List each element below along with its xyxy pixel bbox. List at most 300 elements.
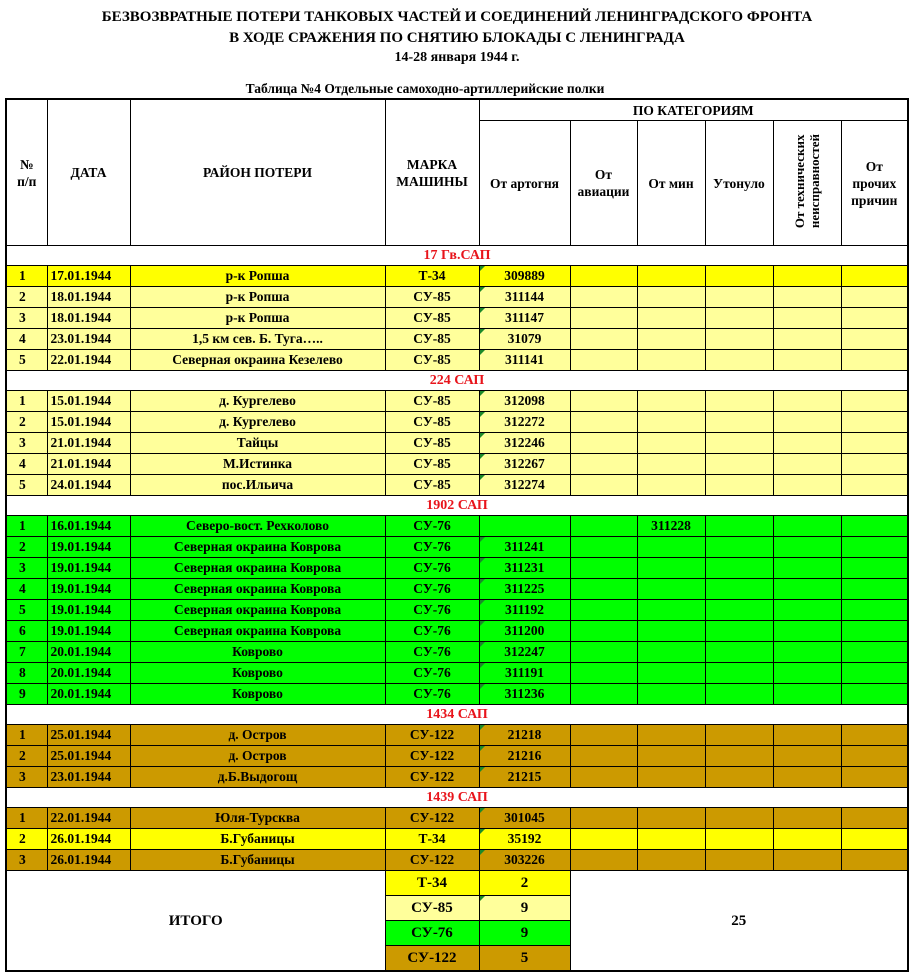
row-drowned — [705, 329, 773, 350]
row-date: 21.01.1944 — [47, 454, 130, 475]
row-other — [841, 558, 908, 579]
row-area: Северо-вост. Рехколово — [130, 516, 385, 537]
row-aviation — [570, 767, 637, 788]
row-other — [841, 642, 908, 663]
summary-model: СУ-76 — [385, 921, 479, 946]
row-aviation — [570, 600, 637, 621]
row-date: 20.01.1944 — [47, 642, 130, 663]
row-model: СУ-85 — [385, 308, 479, 329]
row-area: р-к Ропша — [130, 266, 385, 287]
summary-model: СУ-122 — [385, 946, 479, 972]
header-number: № п/п — [6, 99, 47, 246]
row-technical — [773, 454, 841, 475]
row-technical — [773, 516, 841, 537]
row-model: СУ-122 — [385, 850, 479, 871]
row-date: 19.01.1944 — [47, 600, 130, 621]
row-other — [841, 329, 908, 350]
row-artillery: 31079 — [479, 329, 570, 350]
row-mines — [637, 391, 705, 412]
row-technical — [773, 621, 841, 642]
row-area: Северная окраина Коврова — [130, 537, 385, 558]
header-drowned: Утонуло — [705, 121, 773, 246]
row-technical — [773, 663, 841, 684]
row-number: 3 — [6, 558, 47, 579]
row-mines — [637, 725, 705, 746]
row-area: Северная окраина Коврова — [130, 621, 385, 642]
row-date: 15.01.1944 — [47, 412, 130, 433]
row-aviation — [570, 642, 637, 663]
row-other — [841, 725, 908, 746]
table-row — [6, 621, 908, 642]
table-row — [6, 746, 908, 767]
row-other — [841, 829, 908, 850]
table-body — [6, 246, 908, 972]
row-aviation — [570, 829, 637, 850]
row-date: 19.01.1944 — [47, 537, 130, 558]
row-artillery: 21216 — [479, 746, 570, 767]
row-date: 23.01.1944 — [47, 767, 130, 788]
row-technical — [773, 642, 841, 663]
row-model: СУ-85 — [385, 412, 479, 433]
table-row — [6, 579, 908, 600]
row-aviation — [570, 808, 637, 829]
table-row — [6, 454, 908, 475]
row-model: СУ-85 — [385, 475, 479, 496]
row-model: СУ-76 — [385, 684, 479, 705]
row-number: 2 — [6, 412, 47, 433]
row-mines: 311228 — [637, 516, 705, 537]
row-mines — [637, 287, 705, 308]
row-area: Северная окраина Коврова — [130, 579, 385, 600]
row-artillery: 311192 — [479, 600, 570, 621]
row-number: 4 — [6, 579, 47, 600]
row-date: 26.01.1944 — [47, 850, 130, 871]
row-aviation — [570, 746, 637, 767]
row-artillery: 311144 — [479, 287, 570, 308]
summary-total: 25 — [570, 871, 908, 972]
row-technical — [773, 266, 841, 287]
table-row — [6, 767, 908, 788]
row-date: 19.01.1944 — [47, 558, 130, 579]
row-model: СУ-122 — [385, 746, 479, 767]
row-aviation — [570, 308, 637, 329]
row-area: Коврово — [130, 684, 385, 705]
row-aviation — [570, 725, 637, 746]
row-technical — [773, 725, 841, 746]
table-caption: Таблица №4 Отдельные самоходно-артиллерийские полки — [245, 81, 605, 96]
row-model: СУ-76 — [385, 621, 479, 642]
summary-model: СУ-85 — [385, 896, 479, 921]
row-drowned — [705, 266, 773, 287]
row-model: СУ-76 — [385, 600, 479, 621]
row-mines — [637, 475, 705, 496]
row-artillery: 311147 — [479, 308, 570, 329]
unit-name: 224 САП — [6, 371, 908, 391]
document-date-range: 14-28 января 1944 г. — [394, 50, 520, 65]
row-mines — [637, 266, 705, 287]
row-other — [841, 308, 908, 329]
row-technical — [773, 391, 841, 412]
row-artillery: 303226 — [479, 850, 570, 871]
row-drowned — [705, 537, 773, 558]
row-date: 25.01.1944 — [47, 725, 130, 746]
row-aviation — [570, 684, 637, 705]
row-mines — [637, 329, 705, 350]
row-model: СУ-85 — [385, 391, 479, 412]
row-technical — [773, 558, 841, 579]
row-technical — [773, 329, 841, 350]
row-mines — [637, 767, 705, 788]
row-other — [841, 454, 908, 475]
row-artillery: 312098 — [479, 391, 570, 412]
row-model: СУ-122 — [385, 725, 479, 746]
row-other — [841, 433, 908, 454]
table-row — [6, 725, 908, 746]
row-area: д. Остров — [130, 746, 385, 767]
row-model: СУ-85 — [385, 433, 479, 454]
row-aviation — [570, 516, 637, 537]
row-technical — [773, 412, 841, 433]
row-mines — [637, 663, 705, 684]
row-mines — [637, 579, 705, 600]
document-title: БЕЗВОЗВРАТНЫЕ ПОТЕРИ ТАНКОВЫХ ЧАСТЕЙ И СОЕДИНЕНИЙ ЛЕНИНГРАДСКОГО ФРОНТА — [101, 9, 813, 25]
header-technical: От технических неисправностей — [773, 121, 841, 246]
row-drowned — [705, 558, 773, 579]
row-date: 17.01.1944 — [47, 266, 130, 287]
row-artillery: 21215 — [479, 767, 570, 788]
row-aviation — [570, 579, 637, 600]
table-row — [6, 412, 908, 433]
row-other — [841, 767, 908, 788]
row-artillery: 309889 — [479, 266, 570, 287]
table-row — [6, 684, 908, 705]
row-other — [841, 621, 908, 642]
row-number: 7 — [6, 642, 47, 663]
row-date: 18.01.1944 — [47, 308, 130, 329]
row-date: 19.01.1944 — [47, 621, 130, 642]
row-drowned — [705, 516, 773, 537]
losses-table — [5, 98, 909, 972]
row-technical — [773, 808, 841, 829]
table-row — [6, 558, 908, 579]
row-drowned — [705, 725, 773, 746]
row-date: 16.01.1944 — [47, 516, 130, 537]
table-row — [6, 475, 908, 496]
row-area: д. Кургелево — [130, 391, 385, 412]
row-drowned — [705, 642, 773, 663]
header-date: ДАТА — [47, 99, 130, 246]
row-area: М.Истинка — [130, 454, 385, 475]
row-technical — [773, 850, 841, 871]
row-model: СУ-76 — [385, 537, 479, 558]
row-number: 3 — [6, 850, 47, 871]
summary-count: 2 — [479, 871, 570, 896]
row-mines — [637, 454, 705, 475]
row-number: 3 — [6, 308, 47, 329]
row-artillery: 311225 — [479, 579, 570, 600]
row-other — [841, 391, 908, 412]
row-area: пос.Ильича — [130, 475, 385, 496]
row-date: 21.01.1944 — [47, 433, 130, 454]
row-technical — [773, 287, 841, 308]
header-aviation: От авиации — [570, 121, 637, 246]
row-artillery — [479, 516, 570, 537]
unit-header-row — [6, 371, 908, 391]
row-aviation — [570, 350, 637, 371]
row-other — [841, 537, 908, 558]
row-number: 2 — [6, 829, 47, 850]
row-drowned — [705, 767, 773, 788]
row-number: 1 — [6, 266, 47, 287]
row-artillery: 312246 — [479, 433, 570, 454]
row-area: д.Б.Выдогощ — [130, 767, 385, 788]
row-model: СУ-122 — [385, 767, 479, 788]
document-subtitle: В ХОДЕ СРАЖЕНИЯ ПО СНЯТИЮ БЛОКАДЫ С ЛЕНИНГРАДА — [229, 30, 685, 46]
row-drowned — [705, 412, 773, 433]
row-mines — [637, 642, 705, 663]
row-artillery: 311191 — [479, 663, 570, 684]
summary-count: 5 — [479, 946, 570, 972]
row-other — [841, 579, 908, 600]
table-row — [6, 329, 908, 350]
row-drowned — [705, 663, 773, 684]
row-area: Юля-Турсква — [130, 808, 385, 829]
row-other — [841, 287, 908, 308]
row-number: 3 — [6, 767, 47, 788]
row-drowned — [705, 621, 773, 642]
row-drowned — [705, 850, 773, 871]
row-number: 2 — [6, 537, 47, 558]
unit-name: 1439 САП — [6, 788, 908, 808]
row-drowned — [705, 308, 773, 329]
row-area: д. Остров — [130, 725, 385, 746]
row-other — [841, 516, 908, 537]
row-area: Коврово — [130, 642, 385, 663]
header-area: РАЙОН ПОТЕРИ — [130, 99, 385, 246]
row-mines — [637, 558, 705, 579]
row-artillery: 312247 — [479, 642, 570, 663]
row-date: 19.01.1944 — [47, 579, 130, 600]
row-aviation — [570, 663, 637, 684]
row-mines — [637, 350, 705, 371]
row-aviation — [570, 621, 637, 642]
header-categories: ПО КАТЕГОРИЯМ — [479, 99, 908, 121]
row-area: р-к Ропша — [130, 308, 385, 329]
table-row — [6, 266, 908, 287]
table-row — [6, 516, 908, 537]
row-aviation — [570, 391, 637, 412]
row-number: 1 — [6, 808, 47, 829]
row-other — [841, 663, 908, 684]
row-aviation — [570, 454, 637, 475]
row-number: 5 — [6, 475, 47, 496]
table-row — [6, 287, 908, 308]
row-date: 26.01.1944 — [47, 829, 130, 850]
row-date: 22.01.1944 — [47, 350, 130, 371]
row-aviation — [570, 850, 637, 871]
row-artillery: 311200 — [479, 621, 570, 642]
unit-name: 1902 САП — [6, 496, 908, 516]
header-model: МАРКА МАШИНЫ — [385, 99, 479, 246]
row-mines — [637, 600, 705, 621]
row-number: 5 — [6, 350, 47, 371]
row-date: 24.01.1944 — [47, 475, 130, 496]
row-other — [841, 412, 908, 433]
row-aviation — [570, 558, 637, 579]
row-technical — [773, 579, 841, 600]
header-mines: От мин — [637, 121, 705, 246]
row-model: СУ-76 — [385, 516, 479, 537]
table-row — [6, 600, 908, 621]
row-date: 15.01.1944 — [47, 391, 130, 412]
row-other — [841, 808, 908, 829]
row-model: СУ-85 — [385, 329, 479, 350]
row-model: Т-34 — [385, 829, 479, 850]
row-model: СУ-76 — [385, 558, 479, 579]
row-number: 2 — [6, 746, 47, 767]
table-row — [6, 350, 908, 371]
unit-header-row — [6, 705, 908, 725]
row-drowned — [705, 350, 773, 371]
unit-name: 1434 САП — [6, 705, 908, 725]
row-artillery: 311236 — [479, 684, 570, 705]
row-artillery: 21218 — [479, 725, 570, 746]
row-area: р-к Ропша — [130, 287, 385, 308]
row-number: 1 — [6, 725, 47, 746]
row-aviation — [570, 287, 637, 308]
row-date: 20.01.1944 — [47, 684, 130, 705]
row-area: Коврово — [130, 663, 385, 684]
row-area: Тайцы — [130, 433, 385, 454]
row-model: СУ-76 — [385, 579, 479, 600]
row-drowned — [705, 287, 773, 308]
row-artillery: 312274 — [479, 475, 570, 496]
row-other — [841, 600, 908, 621]
row-model: СУ-76 — [385, 642, 479, 663]
row-date: 23.01.1944 — [47, 329, 130, 350]
row-number: 8 — [6, 663, 47, 684]
row-drowned — [705, 746, 773, 767]
table-row — [6, 829, 908, 850]
row-technical — [773, 308, 841, 329]
row-mines — [637, 808, 705, 829]
row-other — [841, 266, 908, 287]
unit-header-row — [6, 788, 908, 808]
table-row — [6, 850, 908, 871]
row-aviation — [570, 433, 637, 454]
header-other: От прочих причин — [841, 121, 908, 246]
table-row — [6, 433, 908, 454]
row-number: 1 — [6, 516, 47, 537]
row-aviation — [570, 329, 637, 350]
row-number: 1 — [6, 391, 47, 412]
row-date: 18.01.1944 — [47, 287, 130, 308]
table-row — [6, 537, 908, 558]
row-technical — [773, 684, 841, 705]
summary-count: 9 — [479, 896, 570, 921]
row-artillery: 311141 — [479, 350, 570, 371]
row-artillery: 311231 — [479, 558, 570, 579]
row-date: 20.01.1944 — [47, 663, 130, 684]
row-mines — [637, 829, 705, 850]
summary-row — [6, 871, 908, 896]
row-drowned — [705, 475, 773, 496]
row-drowned — [705, 433, 773, 454]
row-drowned — [705, 808, 773, 829]
row-drowned — [705, 684, 773, 705]
row-number: 6 — [6, 621, 47, 642]
row-artillery: 312272 — [479, 412, 570, 433]
header-artillery: От артогня — [479, 121, 570, 246]
row-model: СУ-76 — [385, 663, 479, 684]
row-drowned — [705, 600, 773, 621]
row-area: д. Кургелево — [130, 412, 385, 433]
unit-header-row — [6, 496, 908, 516]
row-number: 3 — [6, 433, 47, 454]
row-artillery: 312267 — [479, 454, 570, 475]
row-other — [841, 684, 908, 705]
row-mines — [637, 537, 705, 558]
row-mines — [637, 621, 705, 642]
row-mines — [637, 308, 705, 329]
row-area: Северная окраина Кезелево — [130, 350, 385, 371]
row-number: 5 — [6, 600, 47, 621]
row-drowned — [705, 454, 773, 475]
row-other — [841, 475, 908, 496]
summary-count: 9 — [479, 921, 570, 946]
unit-name: 17 Гв.САП — [6, 246, 908, 266]
row-other — [841, 850, 908, 871]
table-row — [6, 308, 908, 329]
table-row — [6, 808, 908, 829]
unit-header-row — [6, 246, 908, 266]
summary-label: ИТОГО — [6, 871, 385, 972]
row-technical — [773, 767, 841, 788]
row-area: Северная окраина Коврова — [130, 600, 385, 621]
row-model: СУ-85 — [385, 350, 479, 371]
row-area: Б.Губаницы — [130, 829, 385, 850]
row-number: 2 — [6, 287, 47, 308]
row-aviation — [570, 412, 637, 433]
row-technical — [773, 829, 841, 850]
row-area: Б.Губаницы — [130, 850, 385, 871]
row-technical — [773, 537, 841, 558]
row-aviation — [570, 475, 637, 496]
row-technical — [773, 746, 841, 767]
row-model: СУ-85 — [385, 454, 479, 475]
row-aviation — [570, 266, 637, 287]
row-model: СУ-85 — [385, 287, 479, 308]
row-number: 9 — [6, 684, 47, 705]
row-drowned — [705, 829, 773, 850]
row-technical — [773, 433, 841, 454]
row-date: 22.01.1944 — [47, 808, 130, 829]
row-aviation — [570, 537, 637, 558]
row-drowned — [705, 391, 773, 412]
table-row — [6, 642, 908, 663]
row-number: 4 — [6, 454, 47, 475]
row-mines — [637, 684, 705, 705]
summary-model: Т-34 — [385, 871, 479, 896]
row-drowned — [705, 579, 773, 600]
table-row — [6, 391, 908, 412]
row-technical — [773, 475, 841, 496]
row-model: СУ-122 — [385, 808, 479, 829]
row-model: Т-34 — [385, 266, 479, 287]
row-other — [841, 746, 908, 767]
row-technical — [773, 600, 841, 621]
row-area: Северная окраина Коврова — [130, 558, 385, 579]
